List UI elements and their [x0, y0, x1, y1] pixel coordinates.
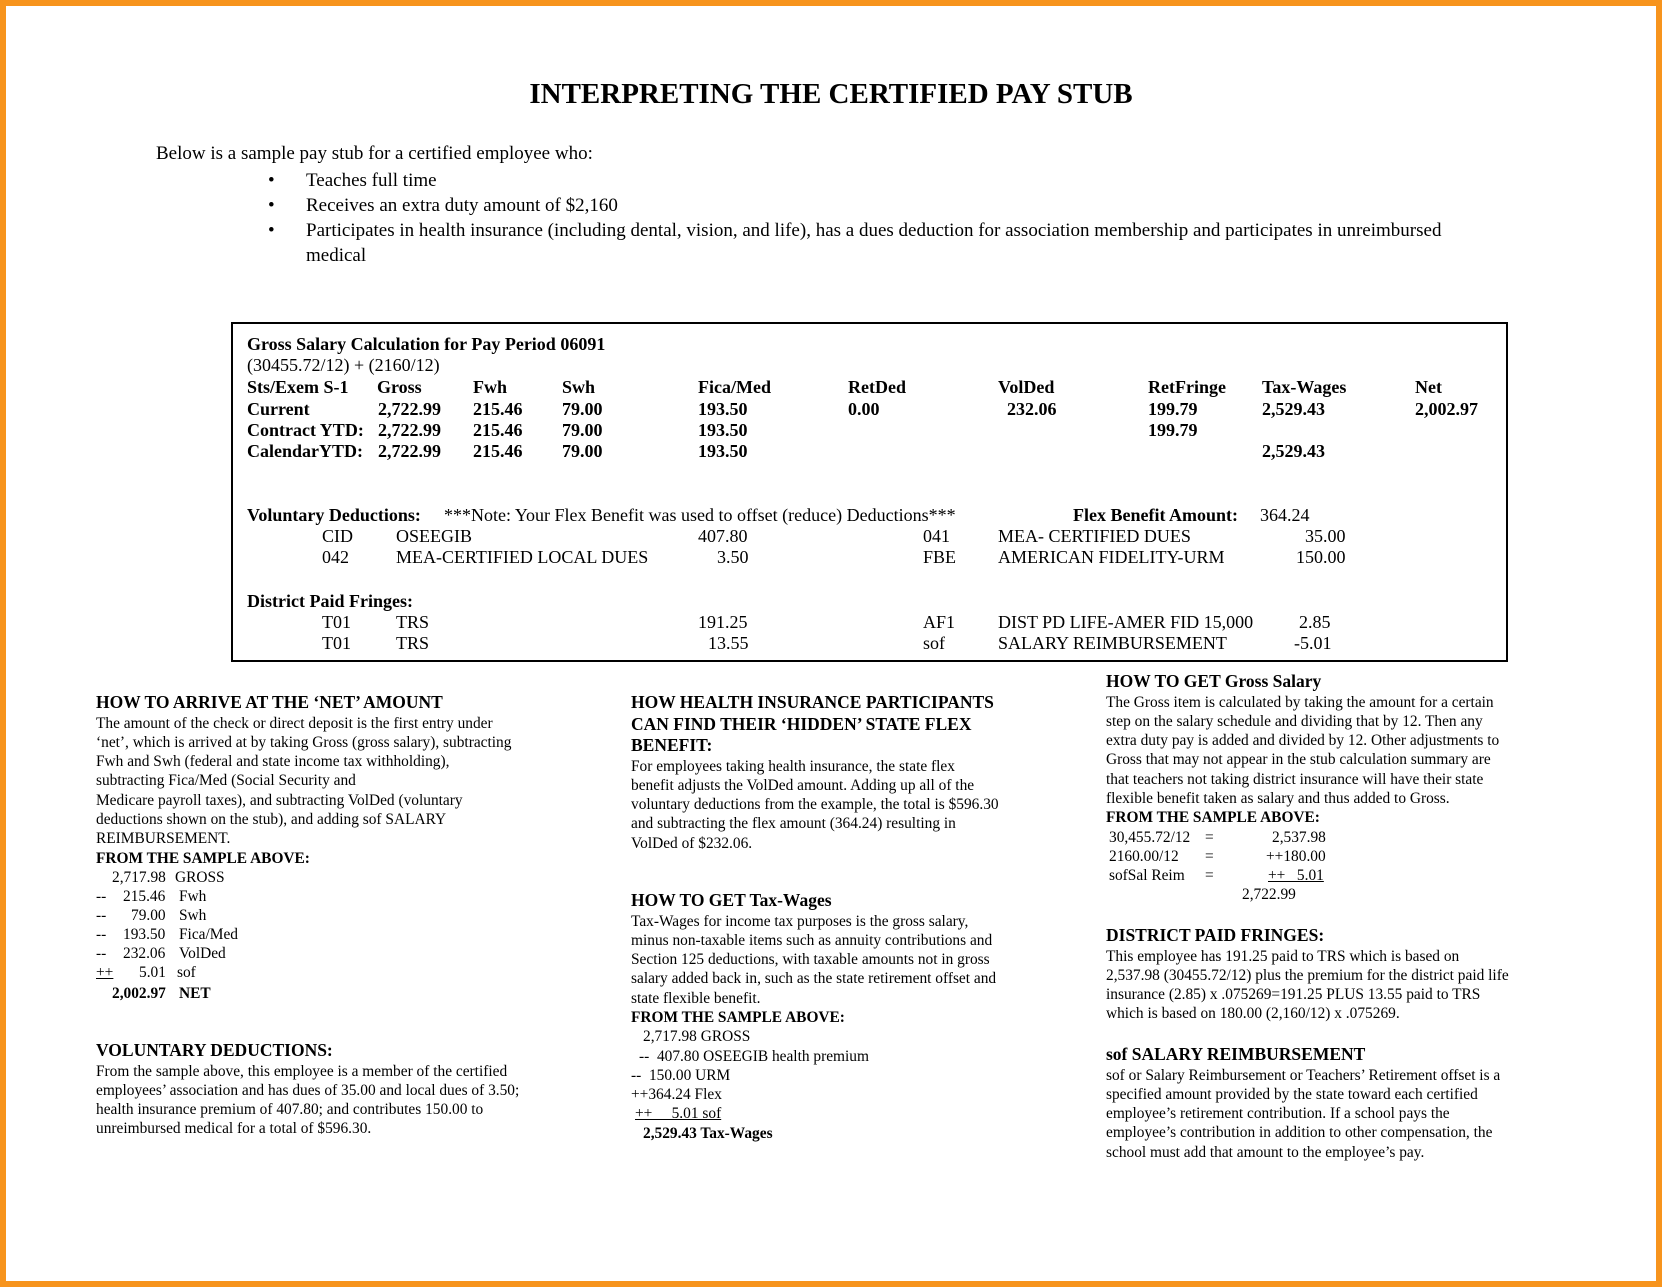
flex-value: 364.24: [1260, 505, 1310, 525]
bullet-item: • Teaches full time: [268, 170, 437, 191]
row-swh: 79.00: [562, 441, 603, 461]
net-section: [96, 692, 511, 1006]
row-fica: 193.50: [698, 441, 748, 461]
body-line: From the sample above, this employee is a member of the certified: [96, 1062, 508, 1080]
row-gross: 2,722.99: [378, 441, 441, 461]
body-line: subtracting Fica/Med (Social Security and: [96, 772, 356, 790]
result-label: NET: [179, 984, 211, 1002]
section-heading: HOW HEALTH INSURANCE PARTICIPANTS: [631, 692, 994, 712]
body-line: deductions shown on the stub), and adding sof SALARY: [96, 810, 447, 828]
sof-section: [1106, 1044, 1500, 1162]
body-line: school must add that amount to the employee’s pay.: [1106, 1143, 1425, 1161]
calc-result: 2,722.99: [1242, 885, 1296, 903]
deduction-amount: 407.80: [698, 526, 748, 546]
section-heading: VOLUNTARY DEDUCTIONS:: [96, 1040, 333, 1060]
deduction-amount: 150.00: [1296, 547, 1346, 567]
vol-label: Voluntary Deductions:: [247, 505, 421, 525]
header-fwh: Fwh: [473, 377, 508, 397]
net-result: [96, 984, 511, 1006]
body-line: salary added back in, such as the state retirement offset and: [631, 970, 997, 988]
body-line: employee’s contribution in addition to other compensation, the: [1106, 1124, 1493, 1142]
fringes-label: District Paid Fringes:: [247, 591, 413, 611]
calc-left: 30,455.72/12: [1109, 828, 1191, 846]
body-line: voluntary deductions from the example, the total is $596.30: [631, 796, 999, 814]
calc-right: ++180.00: [1266, 847, 1326, 865]
stub-heading: Gross Salary Calculation for Pay Period 06091: [247, 334, 606, 354]
header-fica: Fica/Med: [698, 377, 771, 397]
body-line: Medicare payroll taxes), and subtracting VolDed (voluntary: [96, 791, 463, 809]
gross-calc: [1106, 828, 1499, 908]
row-fwh: 215.46: [473, 420, 523, 440]
body-line: specified amount provided by the state toward each certified: [1106, 1085, 1478, 1103]
calc-right: ++ 5.01: [1268, 866, 1324, 884]
calc-amount: 232.06: [123, 944, 166, 962]
body-line: Section 125 deductions, with taxable amounts not in gross: [631, 951, 990, 969]
calc-op: ++ 5.01: [96, 963, 166, 981]
row-label: Current: [247, 399, 310, 419]
fringe-name: SALARY REIMBURSEMENT: [998, 633, 1227, 653]
row-label: Contract YTD:: [247, 420, 364, 440]
fringe-amount: -5.01: [1294, 633, 1332, 653]
header-swh: Swh: [562, 377, 596, 397]
gross-section: [1106, 671, 1499, 908]
bullet-item: • Receives an extra duty amount of $2,160: [268, 195, 618, 216]
calc-left: sofSal Reim: [1109, 866, 1185, 884]
voluntary-section: [96, 1040, 519, 1139]
row-volded: 232.06: [1007, 399, 1057, 419]
calc-label: VolDed: [179, 944, 226, 962]
row-fica: 193.50: [698, 399, 748, 419]
body-line: minus non-taxable items such as annuity contributions and: [631, 931, 993, 949]
calc-line: 2,717.98 GROSS: [643, 1028, 751, 1046]
header-net: Net: [1415, 377, 1442, 397]
body-line: unreimbursed medical for a total of $596.30.: [96, 1120, 372, 1138]
deduction-code: FBE: [923, 547, 957, 567]
bullet-icon: •: [268, 220, 275, 241]
calc-label: GROSS: [175, 868, 225, 886]
calc-amount: 215.46: [123, 887, 166, 905]
calc-label: Fwh: [179, 887, 207, 905]
calc-eq: =: [1205, 828, 1214, 846]
result-line: 2,529.43 Tax-Wages: [643, 1124, 773, 1142]
body-line: insurance (2.85) x .075269=191.25 PLUS 13.55 paid to TRS: [1106, 986, 1481, 1004]
body-line: employees’ association and has dues of 35.00 and local dues of 3.50;: [96, 1081, 520, 1099]
deduction-amount: 3.50: [717, 547, 749, 567]
section-heading: sof SALARY REIMBURSEMENT: [1106, 1044, 1366, 1064]
fringe-amount: 2.85: [1299, 612, 1331, 632]
pay-stub-box: [231, 322, 1508, 662]
row-net: 2,002.97: [1415, 399, 1478, 419]
row-fwh: 215.46: [473, 441, 523, 461]
section-heading: CAN FIND THEIR ‘HIDDEN’ STATE FLEX: [631, 713, 972, 734]
body-line: which is based on 180.00 (2,160/12) x .075269.: [1106, 1005, 1400, 1023]
calc-amount: 193.50: [123, 925, 166, 943]
sample-label: FROM THE SAMPLE ABOVE:: [1106, 809, 1320, 827]
net-calc: [96, 868, 511, 984]
calc-line: ++ 5.01 sof: [635, 1105, 722, 1123]
bullet-item: • Participates in health insurance (including dental, vision, and life), has a dues deduction for association membership and participates in unreimbursed medical: [268, 220, 1442, 266]
fringe-code: AF1: [923, 612, 956, 632]
body-line: 2,537.98 (30455.72/12) plus the premium for the district paid life: [1106, 966, 1509, 984]
header-retded: RetDed: [848, 377, 906, 397]
section-heading: HOW TO GET Gross Salary: [1106, 671, 1322, 691]
deduction-code: 041: [923, 526, 950, 546]
page-title: INTERPRETING THE CERTIFIED PAY STUB: [529, 78, 1133, 110]
health-section: [631, 692, 999, 853]
result-amount: 2,002.97: [112, 984, 166, 1002]
stub-formula: (30455.72/12) + (2160/12): [247, 355, 440, 375]
body-line: employee’s retirement contribution. If a school pays the: [1106, 1105, 1450, 1123]
deduction-name: MEA- CERTIFIED DUES: [998, 526, 1191, 546]
row-swh: 79.00: [562, 399, 603, 419]
vol-note: ***Note: Your Flex Benefit was used to offset (reduce) Deductions***: [444, 505, 956, 525]
fringe-name: TRS: [396, 633, 430, 653]
header-volded: VolDed: [998, 377, 1055, 397]
row-retded: 0.00: [848, 399, 880, 419]
body-line: extra duty pay is added and divided by 12. Other adjustments to: [1106, 732, 1500, 750]
fringe-code: T01: [322, 612, 351, 632]
row-gross: 2,722.99: [378, 420, 441, 440]
deduction-code: CID: [322, 526, 353, 546]
row-gross: 2,722.99: [378, 399, 441, 419]
row-taxwages: 2,529.43: [1262, 441, 1325, 461]
deduction-name: OSEEGIB: [396, 526, 472, 546]
header-taxwages: Tax-Wages: [1262, 377, 1347, 397]
sample-label: FROM THE SAMPLE ABOVE:: [631, 1008, 845, 1026]
section-heading: DISTRICT PAID FRINGES:: [1106, 925, 1325, 945]
body-line: Tax-Wages for income tax purposes is the gross salary,: [631, 912, 969, 930]
calc-label: Fica/Med: [179, 925, 238, 943]
body-line: Fwh and Swh (federal and state income tax withholding),: [96, 753, 450, 771]
body-line: step on the salary schedule and dividing that by 12. Then any: [1106, 712, 1483, 730]
calc-op: --: [96, 925, 107, 943]
row-fica: 193.50: [698, 420, 748, 440]
row-retfringe: 199.79: [1148, 420, 1198, 440]
calc-amount: 79.00: [131, 906, 166, 924]
fringes-section: [1106, 925, 1509, 1024]
fringe-name: TRS: [396, 612, 430, 632]
body-line: Gross that may not appear in the stub calculation summary are: [1106, 751, 1491, 769]
taxwages-section: [631, 890, 996, 1143]
fringe-code: sof: [923, 633, 945, 653]
body-line: sof or Salary Reimbursement or Teachers’ Retirement offset is a: [1106, 1066, 1501, 1084]
flex-label: Flex Benefit Amount:: [1073, 505, 1238, 525]
calc-amount: 2,717.98: [112, 868, 166, 886]
row-label: CalendarYTD:: [247, 441, 363, 461]
body-line: and subtracting the flex amount (364.24) resulting in: [631, 815, 956, 833]
deduction-amount: 35.00: [1305, 526, 1346, 546]
calc-eq: =: [1205, 847, 1214, 865]
calc-left: 2160.00/12: [1109, 847, 1179, 865]
deduction-name: MEA-CERTIFIED LOCAL DUES: [396, 547, 649, 567]
bullet-icon: •: [268, 195, 275, 216]
bullet-list: [268, 168, 1466, 268]
intro-text: Below is a sample pay stub for a certified employee who:: [156, 143, 593, 164]
calc-label: sof: [177, 963, 196, 981]
calc-right: 2,537.98: [1272, 828, 1326, 846]
header-sts: Sts/Exem S-1: [247, 377, 349, 397]
calc-op: --: [96, 944, 107, 962]
row-fwh: 215.46: [473, 399, 523, 419]
body-line: ‘net’, which is arrived at by taking Gross (gross salary), subtracting: [96, 733, 512, 751]
calc-line: -- 150.00 URM: [631, 1066, 731, 1084]
calc-label: Swh: [179, 906, 207, 924]
calc-line: ++364.24 Flex: [631, 1086, 722, 1104]
deduction-name: AMERICAN FIDELITY-URM: [998, 547, 1225, 567]
fringe-code: T01: [322, 633, 351, 653]
body-line: The amount of the check or direct deposit is the first entry under: [96, 714, 493, 732]
calc-line: -- 407.80 OSEEGIB health premium: [639, 1047, 869, 1065]
row-swh: 79.00: [562, 420, 603, 440]
header-retfringe: RetFringe: [1148, 377, 1226, 397]
body-line: benefit adjusts the VolDed amount. Adding up all of the: [631, 776, 975, 794]
calc-op: --: [96, 887, 107, 905]
body-line: REIMBURSEMENT.: [96, 830, 231, 848]
fringe-amount: 191.25: [698, 612, 748, 632]
row-retfringe: 199.79: [1148, 399, 1198, 419]
fringe-name: DIST PD LIFE-AMER FID 15,000: [998, 612, 1254, 632]
fringe-amount: 13.55: [708, 633, 749, 653]
section-heading: BENEFIT:: [631, 735, 713, 755]
body-line: state flexible benefit.: [631, 989, 761, 1007]
sample-label: FROM THE SAMPLE ABOVE:: [96, 849, 310, 867]
body-line: The Gross item is calculated by taking the amount for a certain: [1106, 693, 1494, 711]
body-line: This employee has 191.25 paid to TRS which is based on: [1106, 947, 1460, 965]
header-gross: Gross: [377, 377, 422, 397]
bullet-icon: •: [268, 170, 275, 191]
body-line: For employees taking health insurance, the state flex: [631, 757, 955, 775]
section-heading: HOW TO GET Tax-Wages: [631, 890, 832, 910]
body-line: flexible benefit taken as salary and thus added to Gross.: [1106, 789, 1450, 807]
body-line: health insurance premium of 407.80; and contributes 150.00 to: [96, 1101, 484, 1119]
row-taxwages: 2,529.43: [1262, 399, 1325, 419]
section-heading: HOW TO ARRIVE AT THE ‘NET’ AMOUNT: [96, 692, 443, 712]
body-line: VolDed of $232.06.: [631, 834, 753, 852]
deduction-code: 042: [322, 547, 349, 567]
calc-op: --: [96, 906, 107, 924]
body-line: that teachers not taking district insurance will have their state: [1106, 770, 1484, 788]
calc-eq: =: [1205, 866, 1214, 884]
